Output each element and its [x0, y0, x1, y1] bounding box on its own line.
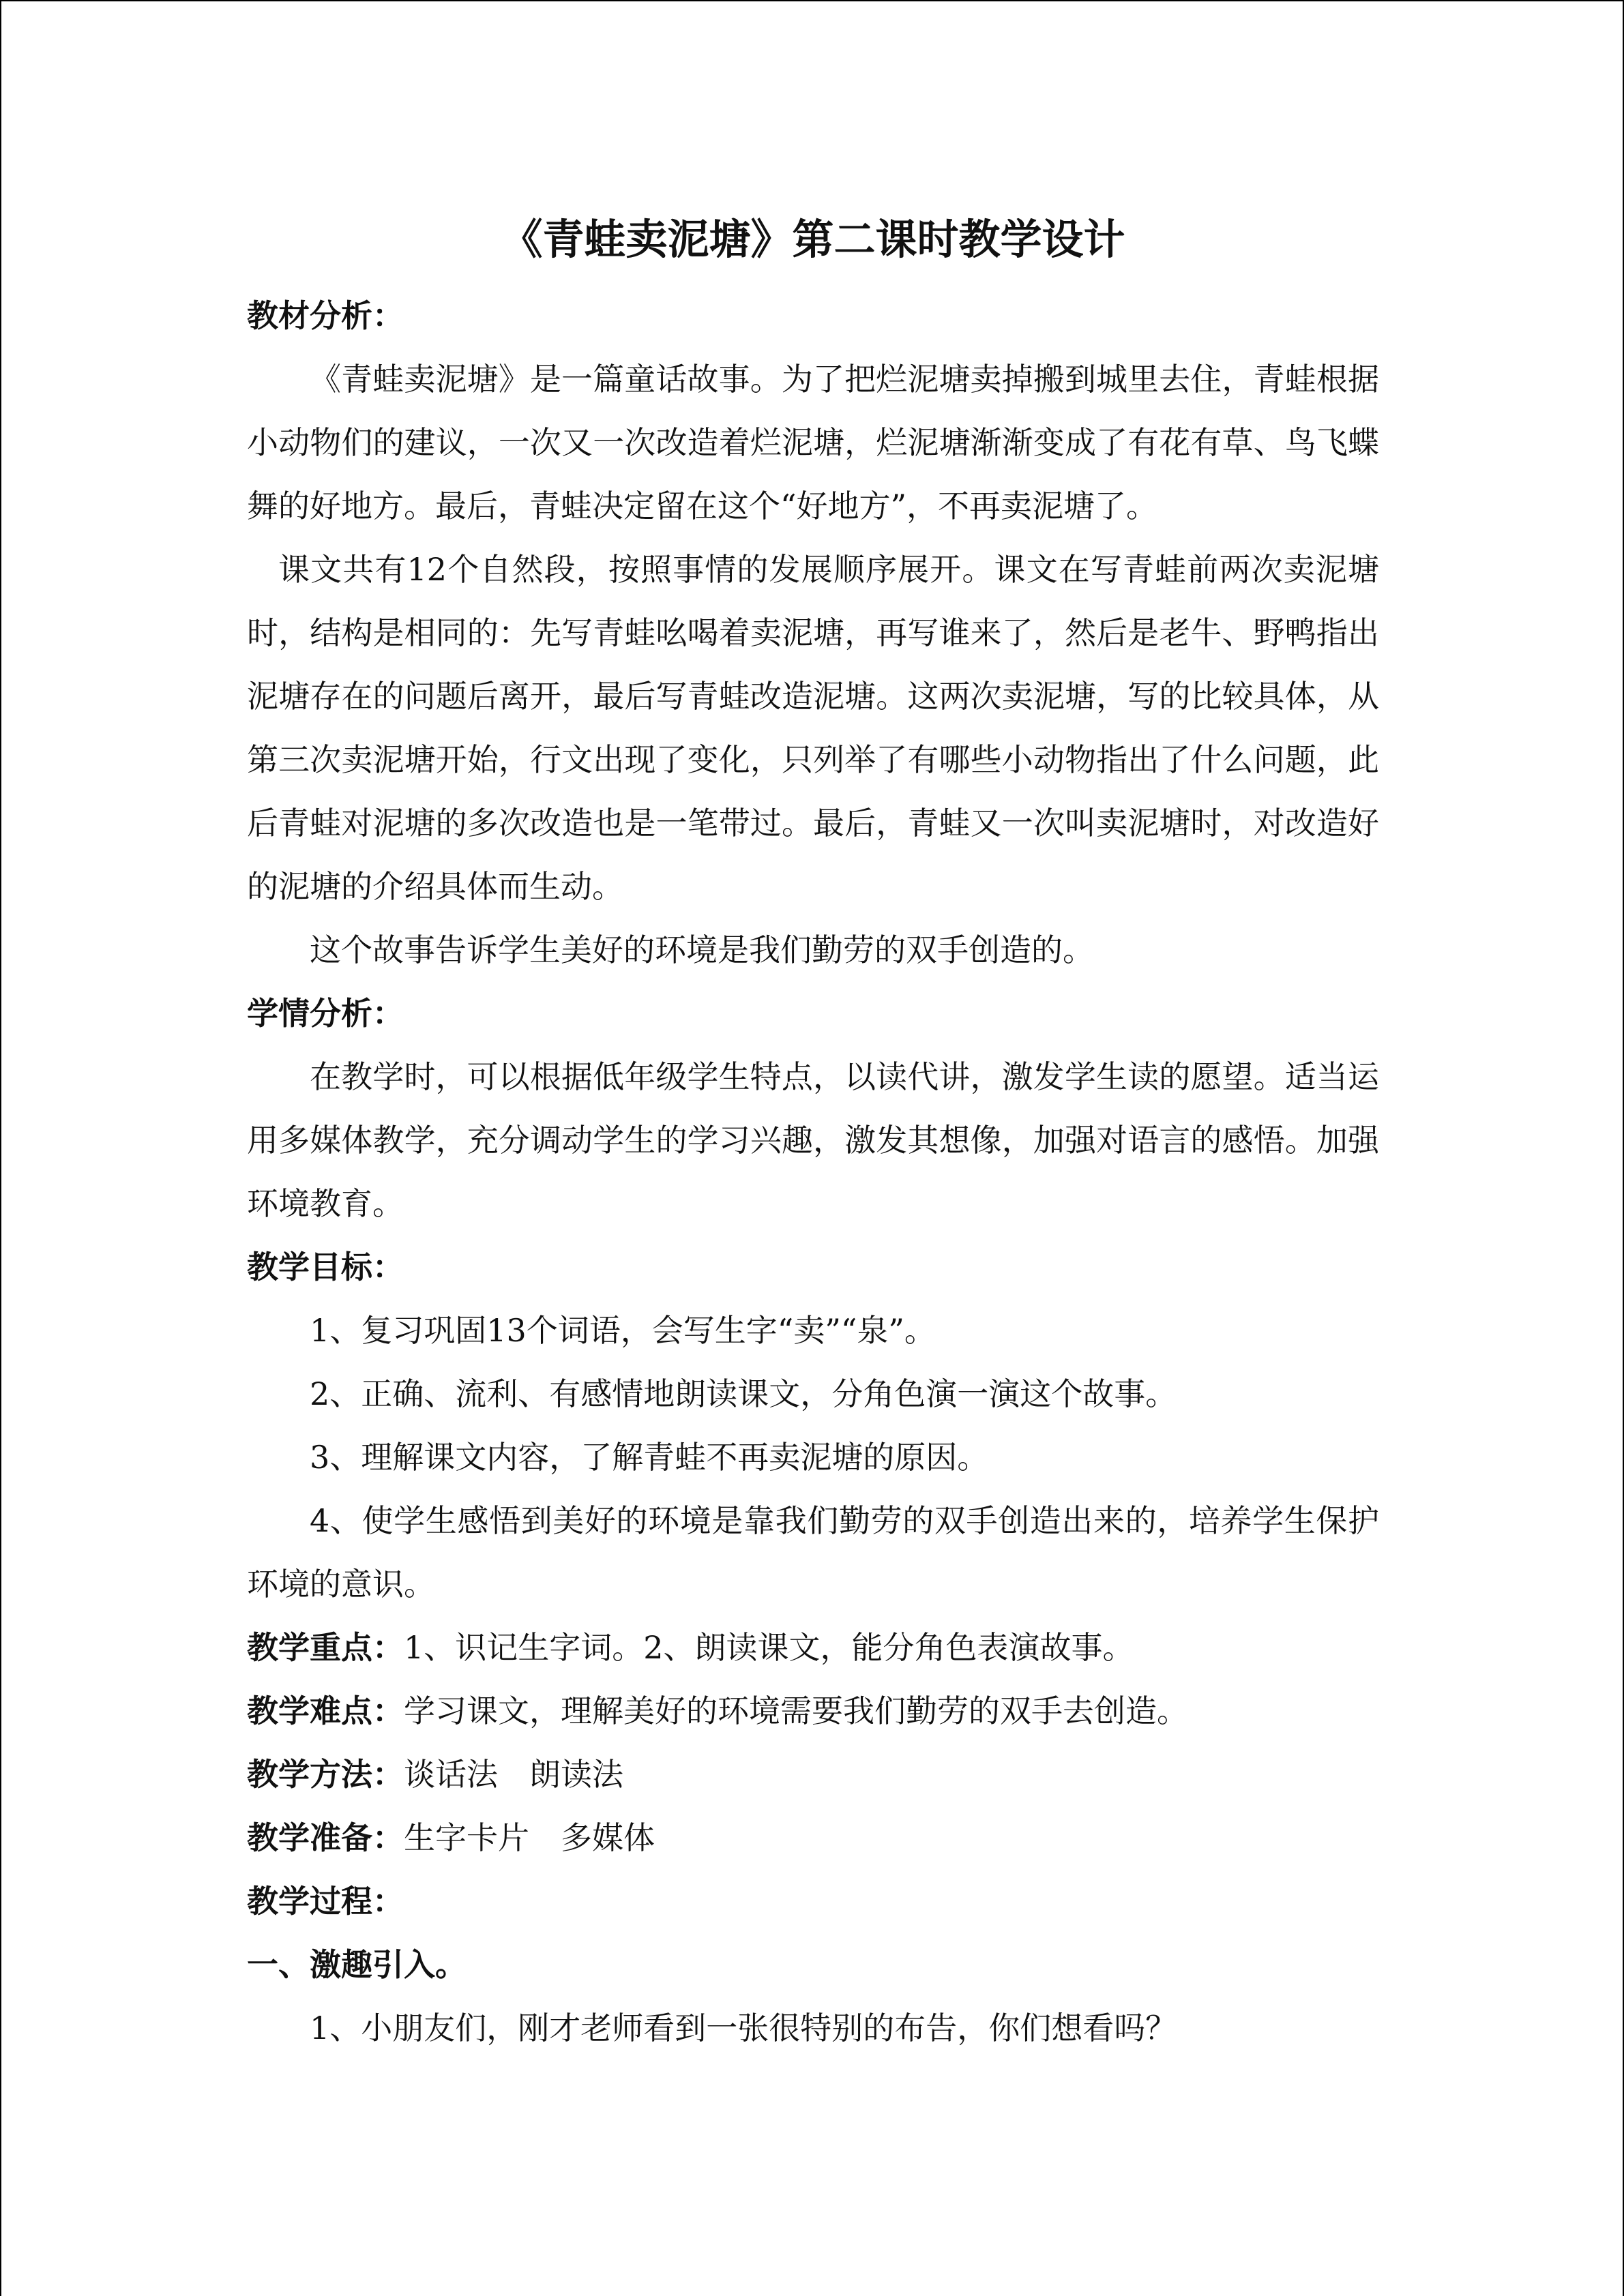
process-step-heading: 一、激趣引入。 [247, 1946, 467, 1983]
preparation-label: 教学准备： [247, 1819, 404, 1856]
key-points-label: 教学重点： [247, 1629, 404, 1666]
preparation-text: 生字卡片 多媒体 [404, 1819, 655, 1856]
section-heading-student-analysis: 学情分析： [247, 995, 404, 1032]
preparation-line [247, 1806, 1379, 1870]
document-body [247, 284, 1379, 2060]
difficulties-line [247, 1680, 1379, 1743]
methods-text: 谈话法 朗读法 [404, 1756, 623, 1793]
section-heading-process: 教学过程： [247, 1883, 404, 1920]
key-points-text: 1、识记生字词。2、朗读课文，能分角色表演故事。 [404, 1629, 1134, 1666]
difficulties-text: 学习课文，理解美好的环境需要我们勤劳的双手去创造。 [404, 1693, 1188, 1729]
section-heading-textbook-analysis: 教材分析： [247, 297, 404, 334]
difficulties-label: 教学难点： [247, 1693, 404, 1729]
goal-item: 4、使学生感悟到美好的环境是靠我们勤劳的双手创造出来的，培养学生保护环境的意识。 [247, 1502, 1379, 1602]
goal-item: 2、正确、流利、有感情地朗读课文，分角色演一演这个故事。 [310, 1375, 1177, 1412]
paragraph: 在教学时，可以根据低年级学生特点，以读代讲，激发学生读的愿望。适当运用多媒体教学，充分调动学生的学习兴趣，激发其想像，加强对语言的感悟。加强环境教育。 [247, 1058, 1379, 1222]
process-step-item: 1、小朋友们，刚才老师看到一张很特别的布告，你们想看吗？ [310, 2010, 1177, 2046]
paragraph: 《青蛙卖泥塘》是一篇童话故事。为了把烂泥塘卖掉搬到城里去住，青蛙根据小动物们的建议，一次又一次改造着烂泥塘，烂泥塘渐渐变成了有花有草、鸟飞蝶舞的好地方。最后，青蛙决定留在这个“好地方”，不再卖泥塘了。 [247, 361, 1379, 524]
paragraph: 课文共有12个自然段，按照事情的发展顺序展开。课文在写青蛙前两次卖泥塘时，结构是相同的：先写青蛙吆喝着卖泥塘，再写谁来了，然后是老牛、野鸭指出泥塘存在的问题后离开，最后写青蛙改造泥塘。这两次卖泥塘，写的比较具体，从第三次卖泥塘开始，行文出现了变化，只列举了有哪些小动物指出了什么问题，此后青蛙对泥塘的多次改造也是一笔带过。最后，青蛙又一次叫卖泥塘时，对改造好的泥塘的介绍具体而生动。 [247, 551, 1379, 905]
methods-line [247, 1743, 1379, 1806]
paragraph: 这个故事告诉学生美好的环境是我们勤劳的双手创造的。 [310, 931, 1094, 968]
key-points-line [247, 1616, 1379, 1680]
goal-item: 3、理解课文内容，了解青蛙不再卖泥塘的原因。 [310, 1439, 989, 1476]
document-title: 《青蛙卖泥塘》第二课时教学设计 [501, 215, 1125, 264]
section-heading-goals: 教学目标： [247, 1249, 404, 1285]
goal-item: 1、复习巩固13个词语，会写生字“卖”“泉”。 [310, 1312, 936, 1349]
methods-label: 教学方法： [247, 1756, 404, 1793]
